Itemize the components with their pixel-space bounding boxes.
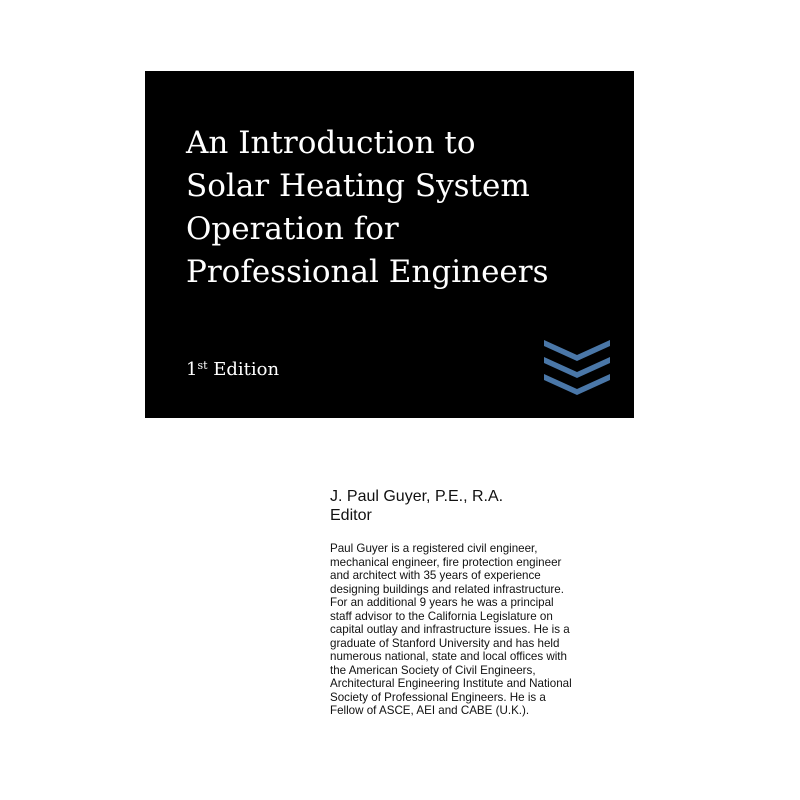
book-cover-panel — [145, 71, 634, 418]
author-bio — [330, 542, 600, 718]
bio-line: Architectural Engineering Institute and National — [330, 677, 572, 690]
chevron-top — [544, 340, 610, 361]
bio-line: Society of Professional Engineers. He is a — [330, 690, 546, 704]
edition-label — [186, 359, 279, 380]
bio-line: numerous national, state and local offices with — [330, 650, 567, 663]
bio-line: Paul Guyer is a registered civil engineer, — [330, 542, 538, 555]
triple-chevron-down-icon — [544, 340, 610, 396]
bio-line: graduate of Stanford University and has held — [330, 636, 560, 650]
book-title-line: Solar Heating System — [186, 168, 530, 204]
book-title-line: Operation for — [186, 211, 399, 247]
bio-line: For an additional 9 years he was a principal — [330, 596, 554, 609]
edition-word: Edition — [213, 359, 280, 380]
author-name: J. Paul Guyer, P.E., R.A. — [330, 488, 504, 505]
edition-suffix: st — [197, 359, 208, 372]
bio-line: designing buildings and related infrastructure. — [330, 582, 564, 596]
bio-line: staff advisor to the California Legislature on — [330, 609, 553, 623]
bio-line: mechanical engineer, fire protection engineer — [330, 555, 562, 569]
book-title-line: An Introduction to — [186, 125, 476, 161]
author-role: Editor — [330, 507, 372, 524]
bio-line: capital outlay and infrastructure issues. He is a — [330, 623, 570, 636]
book-title — [186, 122, 549, 294]
edition-number: 1 — [186, 359, 198, 380]
author-block — [330, 487, 503, 525]
bio-line: Fellow of ASCE, AEI and CABE (U.K.). — [330, 704, 530, 717]
bio-line: and architect with 35 years of experience — [330, 569, 541, 582]
book-title-line: Professional Engineers — [186, 254, 549, 290]
bio-line: the American Society of Civil Engineers, — [330, 663, 536, 677]
